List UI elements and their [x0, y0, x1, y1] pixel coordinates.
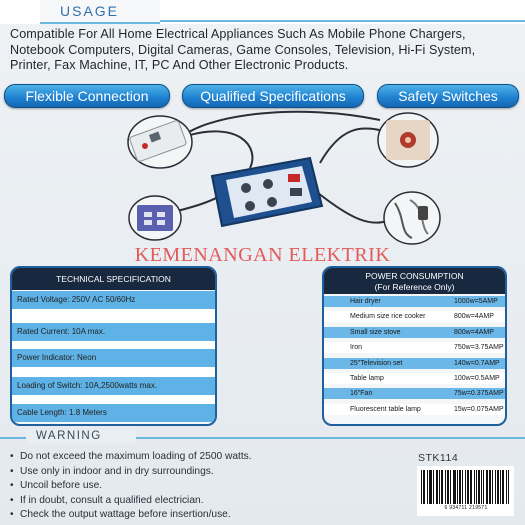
power-strip-photo [128, 116, 192, 168]
barcode-bar [445, 470, 446, 504]
barcode-bar [448, 470, 449, 504]
barcode-bar [471, 470, 472, 504]
technical-specification-title: TECHNICAL SPECIFICATION [12, 268, 215, 290]
power-consumption-title: POWER CONSUMPTION [365, 271, 464, 281]
power-row [324, 342, 505, 353]
barcode-bar [467, 470, 468, 504]
power-row [324, 404, 505, 415]
model-number: STK114 [418, 452, 459, 464]
barcode-bar [436, 470, 437, 504]
warning-list [6, 450, 406, 523]
barcode [417, 466, 514, 516]
appliance-name: Medium size rice cooker [350, 313, 426, 321]
appliance-consumption: 750w=3.75AMP [454, 344, 504, 352]
barcode-bar [439, 470, 440, 504]
barcode-bar [457, 470, 458, 504]
spec-row: Loading of Switch: 10A,2500watts max. [12, 377, 215, 395]
power-row [324, 327, 505, 338]
barcode-bar [506, 470, 507, 504]
warning-text: Uncoil before use. [20, 480, 103, 492]
usage-intro [10, 27, 520, 74]
intro-line: Compatible For All Home Electrical Appliances Such As Mobile Phone Chargers, [10, 27, 466, 41]
warning-item [6, 494, 406, 509]
appliance-name: Hair dryer [350, 298, 381, 305]
spec-row: Power Indicator: Neon [12, 349, 215, 367]
barcode-bar [441, 470, 442, 504]
appliance-consumption: 75w=0.375AMP [454, 390, 504, 398]
barcode-bar [474, 470, 475, 504]
barcode-bar [470, 470, 471, 504]
usb-socket-photo [129, 196, 181, 240]
barcode-bars [421, 470, 510, 504]
barcode-bar [442, 470, 443, 504]
barcode-bar [430, 470, 431, 504]
barcode-bar [492, 470, 493, 504]
feature-flexible-connection: Flexible Connection [4, 84, 170, 108]
feature-qualified-specifications: Qualified Specifications [182, 84, 364, 108]
barcode-bar [423, 470, 424, 504]
barcode-bar [479, 470, 480, 504]
usage-title: USAGE [60, 3, 120, 19]
power-consumption-header [324, 268, 505, 294]
warning-item [6, 479, 406, 494]
power-row [324, 388, 505, 399]
barcode-bar [500, 470, 501, 504]
barcode-bar [424, 470, 425, 504]
barcode-bar [465, 470, 466, 504]
barcode-bar [502, 470, 503, 504]
appliance-name: Fluorescent table lamp [350, 405, 421, 413]
barcode-bar [495, 470, 496, 504]
barcode-bar [490, 470, 491, 504]
power-consumption-panel [322, 266, 507, 426]
plug-cable-photo [384, 192, 440, 244]
bullet-icon: • [10, 494, 14, 506]
spec-row: Rated Current: 10A max. [12, 323, 215, 341]
barcode-bar [433, 470, 434, 504]
bullet-icon: • [10, 509, 14, 521]
power-row [324, 311, 505, 322]
barcode-bar [437, 470, 438, 504]
bullet-icon: • [10, 451, 14, 462]
warning-text: Do not exceed the maximum loading of 2500 watts. [20, 451, 252, 462]
appliance-consumption: 800w=4AMP [454, 313, 494, 321]
barcode-bar [498, 470, 499, 504]
usage-divider [160, 20, 525, 22]
barcode-bar [431, 470, 432, 504]
appliance-name: 16"Fan [350, 390, 373, 398]
power-row [324, 373, 505, 384]
appliance-name: Small size stove [350, 328, 401, 336]
power-row [324, 296, 505, 307]
warning-title: WARNING [36, 430, 102, 442]
warning-text: If in doubt, consult a qualified electrician. [20, 494, 204, 506]
bullet-icon: • [10, 480, 14, 492]
cable [318, 193, 390, 223]
barcode-bar [503, 470, 504, 504]
appliance-consumption: 15w=0.075AMP [454, 405, 504, 413]
warning-text: Check the output wattage before insertion/use. [20, 509, 231, 521]
barcode-bar [476, 470, 477, 504]
bullet-icon: • [10, 465, 14, 477]
barcode-bar [459, 470, 460, 504]
barcode-bar [489, 470, 490, 504]
technical-specification-panel [10, 266, 217, 426]
warning-item [6, 465, 406, 480]
barcode-bar [497, 470, 498, 504]
intro-line: Printer, Fax Machine, IT, PC And Other Electronic Products. [10, 58, 349, 72]
warning-item [6, 508, 406, 523]
power-row [324, 358, 505, 369]
barcode-bar [427, 470, 428, 504]
central-power-strip [212, 158, 322, 226]
barcode-bar [450, 470, 451, 504]
barcode-bar [454, 470, 455, 504]
barcode-bar [508, 470, 509, 504]
barcode-bar [468, 470, 469, 504]
barcode-bar [455, 470, 456, 504]
spec-row: Cable Length: 1.8 Meters [12, 404, 215, 422]
barcode-bar [481, 470, 482, 504]
appliance-name: Table lamp [350, 375, 384, 382]
intro-line: Notebook Computers, Digital Cameras, Game Consoles, Television, Hi-Fi System, [10, 42, 476, 57]
safety-switch-photo [378, 113, 438, 167]
appliance-name: Iron [350, 344, 363, 352]
appliance-consumption: 1000w=5AMP [454, 298, 498, 305]
barcode-number: 6 934711 219571 [444, 505, 488, 511]
feature-safety-switches: Safety Switches [377, 84, 519, 108]
barcode-bar [483, 470, 484, 504]
appliance-consumption: 100w=0.5AMP [454, 375, 500, 382]
barcode-bar [462, 470, 463, 504]
appliance-name: 25"Television set [350, 359, 403, 367]
usage-header [0, 0, 525, 24]
warning-text: Use only in indoor and in dry surroundings. [20, 465, 214, 477]
barcode-bar [478, 470, 479, 504]
barcode-bar [487, 470, 488, 504]
barcode-bar [429, 470, 430, 504]
spec-row: Rated Voltage: 250V AC 50/60Hz [12, 291, 215, 309]
barcode-bar [460, 470, 461, 504]
appliance-consumption: 140w=0.7AMP [454, 359, 500, 367]
cable [175, 112, 380, 143]
watermark: KEMENANGAN ELEKTRIK [134, 244, 391, 266]
barcode-bar [447, 470, 448, 504]
barcode-bar [421, 470, 422, 504]
barcode-bar [453, 470, 454, 504]
appliance-consumption: 800w=4AMP [454, 328, 494, 336]
warning-item [6, 450, 406, 465]
power-consumption-subtitle: (For Reference Only) [374, 282, 455, 292]
barcode-bar [486, 470, 487, 504]
